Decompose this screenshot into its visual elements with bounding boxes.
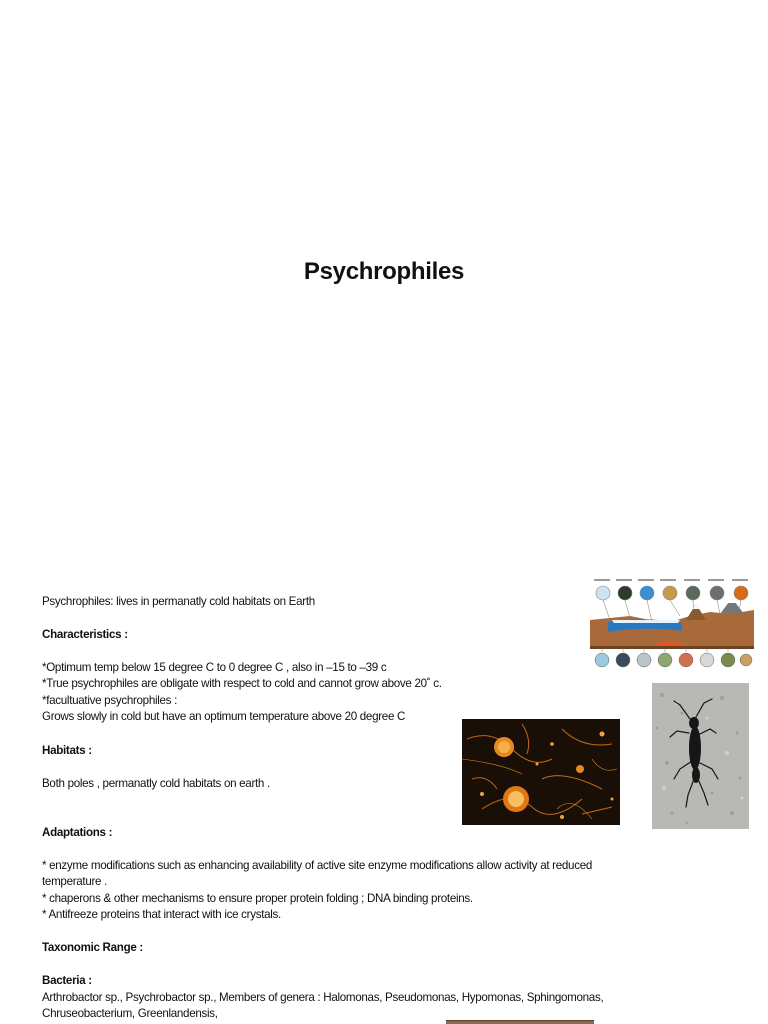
adaptations-line-2: temperature . bbox=[42, 875, 108, 888]
bacteria-line-1: Arthrobactor sp., Psychrobactor sp., Members of genera : Halomonas, Pseudomonas, Hypomonas, Sphingomonas, bbox=[42, 991, 604, 1004]
page-title: Psychrophiles bbox=[303, 258, 465, 285]
bottom-partial-image bbox=[446, 1020, 594, 1024]
taxonomic-heading: Taxonomic Range : bbox=[42, 941, 143, 954]
insect-on-snow-image bbox=[652, 683, 749, 829]
characteristics-line-2: *True psychrophiles are obligate with respect to cold and cannot grow above 20˚ c. bbox=[42, 677, 442, 690]
adaptations-heading: Adaptations : bbox=[42, 826, 113, 839]
habitat-diagram-image bbox=[590, 576, 754, 669]
characteristics-line-3: *facultuative psychrophiles : bbox=[42, 694, 178, 707]
habitats-text: Both poles , permanatly cold habitats on earth . bbox=[42, 777, 270, 790]
bacteria-line-2: Chruseobacterium, Greenlandensis, bbox=[42, 1007, 218, 1020]
characteristics-line-4: Grows slowly in cold but have an optimum temperature above 20 degree C bbox=[42, 710, 406, 723]
microorganism-micrograph-image bbox=[462, 719, 620, 825]
adaptations-line-4: * Antifreeze proteins that interact with ice crystals. bbox=[42, 908, 281, 921]
bacteria-heading: Bacteria : bbox=[42, 974, 92, 987]
habitats-heading: Habitats : bbox=[42, 744, 92, 757]
adaptations-line-3: * chaperons & other mechanisms to ensure proper protein folding ; DNA binding proteins. bbox=[42, 892, 473, 905]
characteristics-line-1: *Optimum temp below 15 degree C to 0 degree C , also in –15 to –39 c bbox=[42, 661, 387, 674]
characteristics-heading: Characteristics : bbox=[42, 628, 128, 641]
adaptations-line-1: * enzyme modifications such as enhancing availability of active site enzyme modifications allow activity at reduced bbox=[42, 859, 592, 872]
intro-text: Psychrophiles: lives in permanatly cold habitats on Earth bbox=[42, 595, 315, 608]
